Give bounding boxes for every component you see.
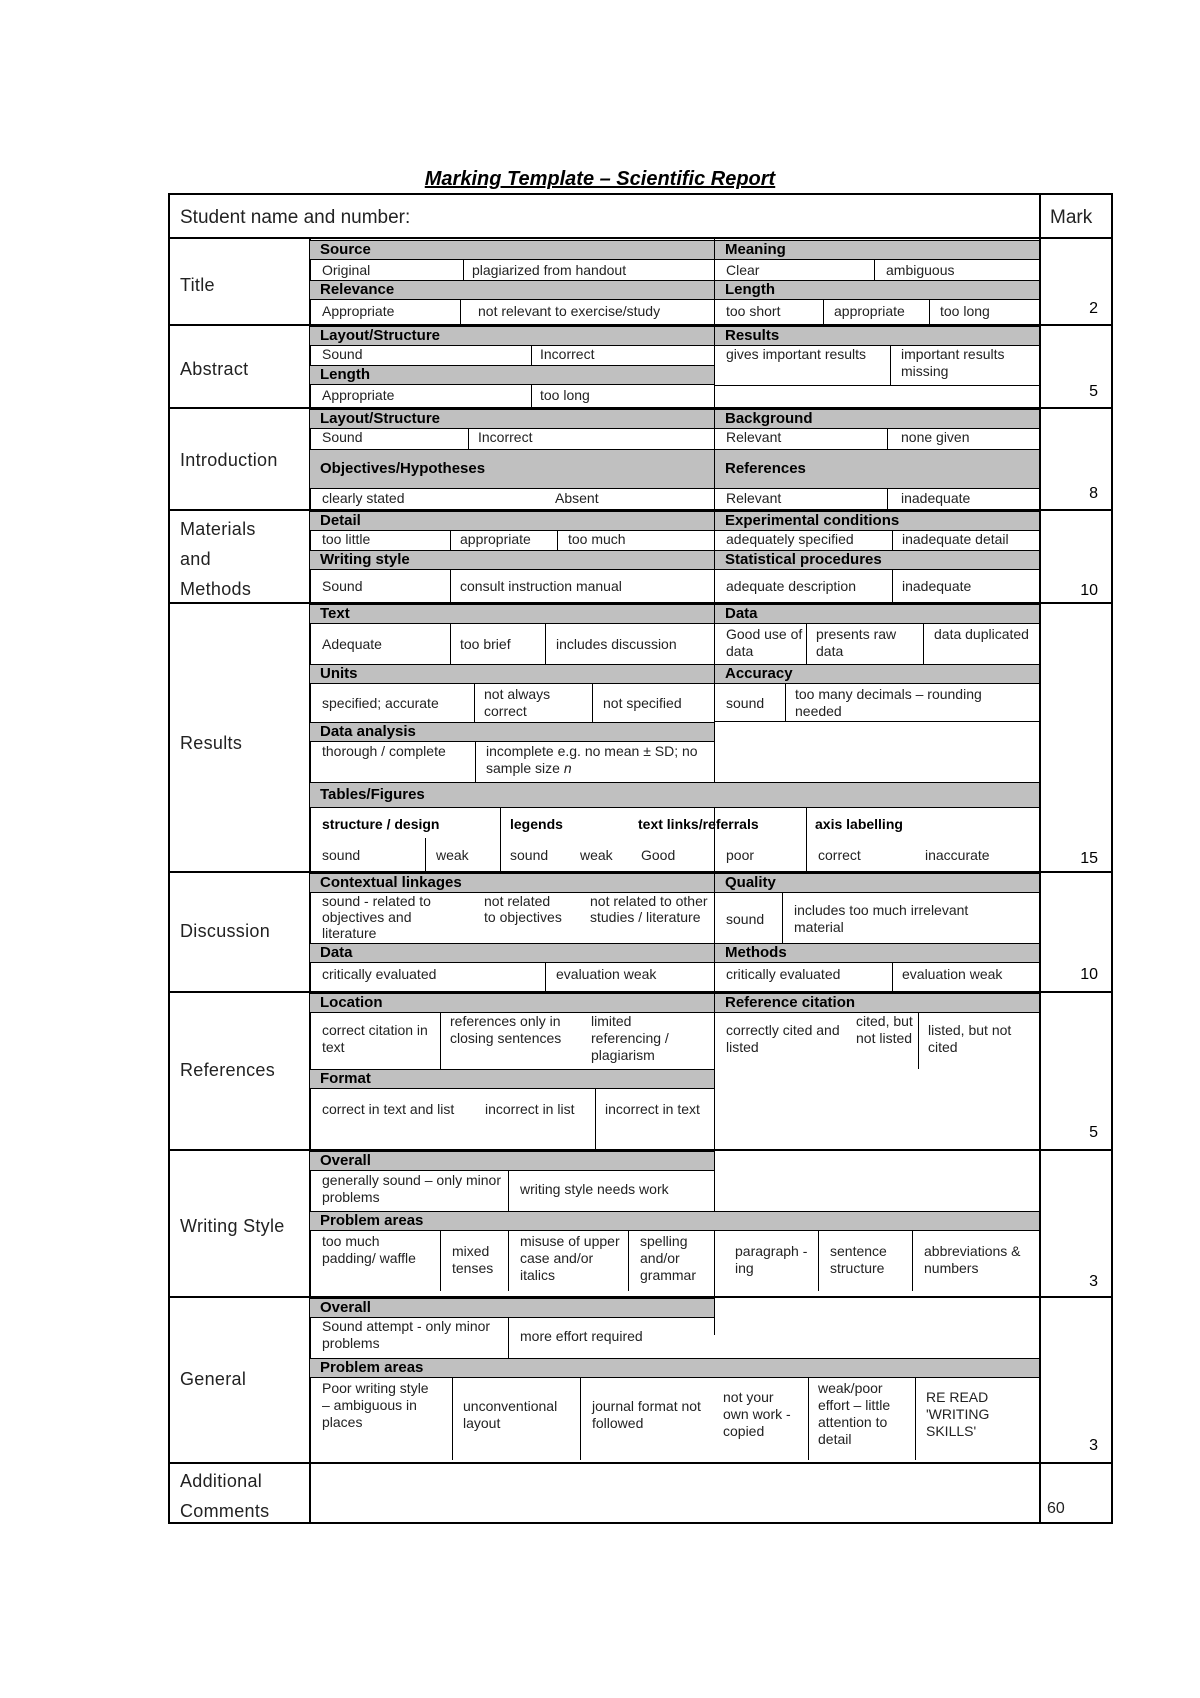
results-too-brief: too brief [460,636,511,652]
section-methods-label-3: Methods [180,579,252,599]
abstract-too-long: too long [540,387,590,403]
section-discussion-label: Discussion [180,921,271,941]
abstract-length-header: Length [310,365,714,385]
general-poor-writing: Poor writing style – ambiguous in places [322,1380,429,1430]
title-too-short: too short [726,303,781,319]
results-too-many-decimals: too many decimals – rounding needed [795,686,982,719]
references-correct-both: correct in text and list [322,1101,455,1117]
intro-absent: Absent [555,490,599,506]
references-location-header: Location [310,993,714,1013]
general-mark: 3 [1089,1437,1098,1454]
references-incorrect-text: incorrect in text [605,1101,700,1117]
references-incorrect-list: incorrect in list [485,1101,575,1117]
references-listed-not-cited: listed, but not cited [928,1022,1012,1055]
results-structure: structure / design [322,816,440,832]
results-acc-sound: sound [726,695,765,711]
introduction-mark: 8 [1089,485,1098,502]
results-s-weak: weak [436,847,469,863]
writing-generally-sound: generally sound – only minor problems [322,1172,501,1205]
total-mark: 60 [1047,1500,1065,1517]
general-weak-effort: weak/poor effort – little attention to detail [818,1380,891,1447]
results-s-sound: sound [322,847,361,863]
methods-adequate-desc: adequate description [726,578,856,594]
intro-background-header: Background [715,409,1039,429]
results-t-poor: poor [726,847,755,863]
results-mark: 15 [1080,850,1098,867]
intro-layout-header: Layout/Structure [310,409,714,429]
general-sound-attempt: Sound attempt - only minor problems [322,1318,491,1351]
discussion-weak: evaluation weak [556,966,657,982]
references-ref-only: references only in closing sentences [450,1013,562,1046]
writing-spelling: spelling and/or grammar [640,1233,697,1283]
results-l-weak: weak [580,847,613,863]
section-introduction-label: Introduction [180,450,278,470]
results-t-good: Good [641,847,676,863]
references-format-header: Format [310,1069,714,1089]
writing-overall-header: Overall [310,1151,714,1171]
discussion-q-sound: sound [726,911,765,927]
title-not-relevant: not relevant to exercise/study [478,303,661,319]
references-correct-citation: correct citation in text [322,1022,428,1055]
results-text-header: Text [310,604,714,624]
results-includes-discussion: includes discussion [556,636,677,652]
intro-objectives-header: Objectives/Hypotheses [310,449,714,489]
discussion-methods-header: Methods [715,943,1039,963]
section-general-label: General [180,1369,247,1389]
intro-none-given: none given [901,429,970,445]
general-overall-header: Overall [310,1298,714,1318]
title-relevance-header: Relevance [310,280,714,300]
methods-inadequate: inadequate [902,578,972,594]
title-meaning-header: Meaning [715,240,1039,260]
references-citation-header: Reference citation [715,993,1039,1013]
results-thorough: thorough / complete [322,743,446,759]
title-too-long: too long [940,303,990,319]
section-additional-label-2: Comments [180,1501,270,1521]
discussion-data-header: Data [310,943,714,963]
methods-mark: 10 [1080,582,1098,599]
general-not-own-work: not your own work - copied [723,1389,791,1439]
discussion-sound: sound - related to objectives and literature [322,893,431,941]
title-original: Original [322,262,371,278]
abstract-results-missing: important results missing [901,346,1005,379]
section-writing-label: Writing Style [180,1216,285,1236]
results-presents-raw: presents raw data [816,626,897,659]
references-correctly-cited: correctly cited and listed [726,1022,840,1055]
results-legends: legends [510,816,563,832]
references-mark: 5 [1089,1124,1098,1141]
section-methods-label-1: Materials [180,519,256,539]
writing-problems-header: Problem areas [310,1211,1039,1231]
abstract-results-header: Results [715,326,1039,346]
writing-needs-work: writing style needs work [520,1181,669,1197]
title-ambiguous: ambiguous [886,262,955,278]
results-incomplete [486,743,716,777]
title-appropriate: Appropriate [322,303,395,319]
results-accuracy-header: Accuracy [715,664,1039,684]
discussion-context-header: Contextual linkages [310,873,714,893]
intro-inadequate: inadequate [901,490,971,506]
discussion-not-related: not related to objectives [484,893,562,925]
intro-incorrect: Incorrect [478,429,533,445]
methods-stat-header: Statistical procedures [715,550,1039,570]
results-n: n [563,760,572,776]
intro-ref-relevant: Relevant [726,490,782,506]
abstract-gives-results: gives important results [726,346,867,362]
general-more-effort: more effort required [520,1328,643,1344]
writing-paragraph: paragraph -ing [735,1243,808,1276]
section-methods-label-2: and [180,549,211,569]
section-references-label: References [180,1060,276,1080]
writing-misuse: misuse of upper case and/or italics [520,1233,620,1283]
references-limited: limited referencing / plagiarism [591,1013,669,1063]
intro-sound: Sound [322,429,363,445]
results-good-use: Good use of data [726,626,803,659]
section-additional-label-1: Additional [180,1471,263,1491]
abstract-appropriate: Appropriate [322,387,395,403]
results-l-sound: sound [510,847,549,863]
abstract-sound: Sound [322,346,363,362]
discussion-quality-header: Quality [715,873,1039,893]
methods-detail-header: Detail [310,511,714,531]
intro-clearly-stated: clearly stated [322,490,405,506]
references-cited-not-listed: cited, but not listed [856,1013,913,1046]
title-source-header: Source [310,240,714,260]
results-tables-header: Tables/Figures [310,782,1039,808]
abstract-incorrect: Incorrect [540,346,595,362]
methods-adequately: adequately specified [726,531,854,547]
intro-relevant: Relevant [726,429,782,445]
title-appr: appropriate [834,303,905,319]
methods-too-little: too little [322,531,371,547]
methods-appropriate: appropriate [460,531,531,547]
methods-writing-header: Writing style [310,550,714,570]
results-duplicated: data duplicated [934,626,1029,642]
methods-exp-header: Experimental conditions [715,511,1039,531]
methods-consult: consult instruction manual [460,578,622,594]
results-not-always: not always correct [484,686,551,719]
results-text-links: text links/referrals [638,816,759,832]
writing-sentence: sentence structure [830,1243,887,1276]
general-journal-format: journal format not followed [592,1398,701,1431]
results-a-correct: correct [818,847,861,863]
results-not-specified: not specified [603,695,682,711]
writing-padding: too much padding/ waffle [322,1233,416,1266]
abstract-mark: 5 [1089,383,1098,400]
discussion-mark: 10 [1080,966,1098,983]
discussion-m-critically: critically evaluated [726,966,841,982]
results-units-header: Units [310,664,714,684]
results-analysis-header: Data analysis [310,722,714,742]
writing-mark: 3 [1089,1273,1098,1290]
title-clear: Clear [726,262,760,278]
student-name-label: Student name and number: [180,207,411,228]
results-incomplete-text: incomplete e.g. no mean ± SD; no sample size [486,743,698,776]
title-length-header: Length [715,280,1039,300]
section-abstract-label: Abstract [180,359,249,379]
general-unconventional: unconventional layout [463,1398,558,1431]
section-title-label: Title [180,275,215,295]
writing-mixed-tenses: mixed tenses [452,1243,494,1276]
abstract-layout-header: Layout/Structure [310,326,714,346]
methods-sound: Sound [322,578,363,594]
mark-column-header: Mark [1050,207,1093,228]
discussion-irrelevant: includes too much irrelevant material [794,902,969,935]
results-specified: specified; accurate [322,695,439,711]
discussion-not-related-other: not related to other studies / literature [590,893,708,925]
results-data-header: Data [715,604,1039,624]
title-plagiarized: plagiarized from handout [472,262,627,278]
section-results-label: Results [180,733,243,753]
results-axis-labelling: axis labelling [815,816,903,832]
writing-abbreviations: abbreviations & numbers [924,1243,1021,1276]
intro-references-header: References [715,449,1039,489]
general-reread: RE READ 'WRITING SKILLS' [926,1389,990,1439]
discussion-critically: critically evaluated [322,966,437,982]
general-problems-header: Problem areas [310,1358,1039,1378]
title-mark: 2 [1089,300,1098,317]
methods-too-much: too much [568,531,626,547]
results-adequate: Adequate [322,636,382,652]
discussion-m-weak: evaluation weak [902,966,1003,982]
document-title: Marking Template – Scientific Report [424,168,776,190]
results-a-inaccurate: inaccurate [925,847,990,863]
methods-inadequate-detail: inadequate detail [902,531,1009,547]
